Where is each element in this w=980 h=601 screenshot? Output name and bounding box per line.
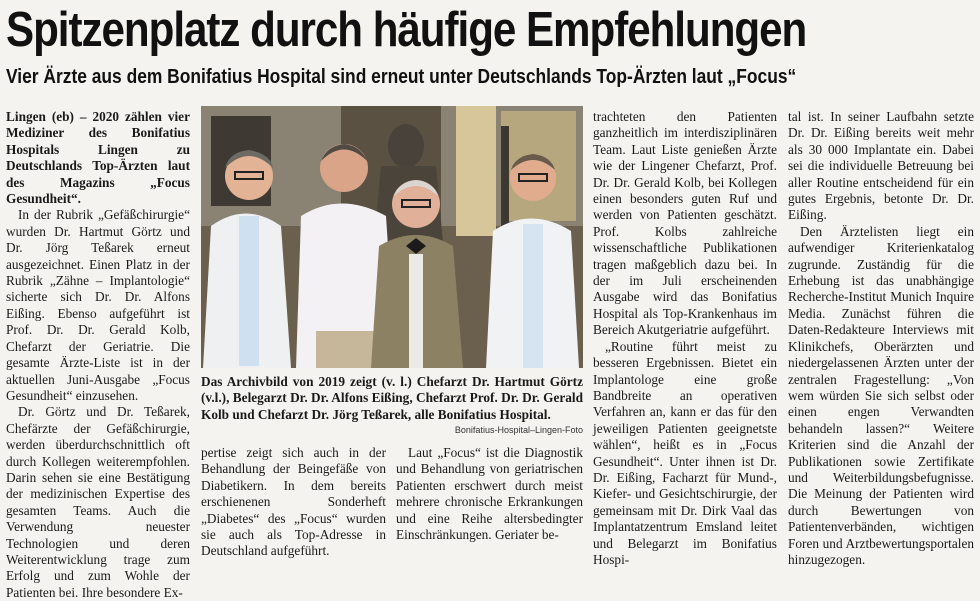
paragraph: trachteten den Patienten ganzheitlich im interdisziplinären Team. Laut Liste genießen Ärzte wie der Lingener Chefarzt, Prof. Dr. Dr. Gerald Kolb, bei Kollegen einen besonders guten Ruf und werden von Patienten geschätzt. Prof. Kolbs zahlreiche wissenschaftliche Publikationen tragen maßgeblich dazu bei. In der im Juli erscheinenden Ausgabe wird das Bonifatius Hospital als Top-Krankenhaus im Bereich Akutgeriatrie aufgeführt. <box>593 109 777 338</box>
paragraph: tal ist. In seiner Laufbahn setzte Dr. Dr. Eißing bereits weit mehr als 30 000 Implantate ein. Dabei sei die individuelle Betreuung bei aller Routine entscheidend für ein gutes Ergebnis, betonte Dr. Dr. Eißing. <box>788 109 974 223</box>
subheadline: Vier Ärzte aus dem Bonifatius Hospital sind erneut unter Deutschlands Top-Ärzten laut „Focus“ <box>6 66 797 88</box>
paragraph: „Routine führt meist zu besseren Ergebnissen. Bietet ein Implantologe eine große Bandbreite an operativen Verfahren an, kann er das für den jeweiligen Patienten geeignetste wählen“, heißt es in „Focus Gesundheit“. Unter ihnen ist Dr. Dr. Eißing, Facharzt für Mund-, Kiefer- und Gesichtschirurgie, der gemeinsam mit Dr. Dirk Vaal das Implantatzentrum Emsland leitet und Belegarzt im Bonifatius Hospi- <box>593 338 777 567</box>
column-5 <box>788 109 974 568</box>
photo-caption: Das Archivbild von 2019 zeigt (v. l.) Chefarzt Dr. Hartmut Görtz (v.l.), Belegarzt Dr. Dr. Alfons Eißing, Chefarzt Prof. Dr. Dr. Gerald Kolb und Chefarzt Dr. Jörg Teßarek, alle Bonifatius Hospital. <box>201 374 583 422</box>
column-2 <box>201 445 386 560</box>
column-3 <box>396 445 583 543</box>
article-photo <box>201 106 583 368</box>
headline: Spitzenplatz durch häufige Empfehlungen <box>6 3 807 57</box>
paragraph: pertise zeigt sich auch in der Behandlung der Beingefäße von Diabetikern. In dem bereits erschienenen Sonderheft „Diabetes“ des „Focus“ wurden sie auch als Top-Adresse in Deutschland aufgeführt. <box>201 445 386 559</box>
paragraph: Laut „Focus“ ist die Diagnostik und Behandlung von geriatrischen Patienten erschwert durch meist mehrere chronische Erkrankungen und eine Reihe altersbedingter Einschränkungen. Geriater be- <box>396 445 583 543</box>
paragraph: In der Rubrik „Gefäßchirurgie“ wurden Dr. Hartmut Görtz und Dr. Jörg Teßarek erneut ausgezeichnet. Einen Platz in der Rubrik „Zähne – Implantologie“ sicherte sich Dr. Dr. Alfons Eißing. Ebenso aufgeführt ist Prof. Dr. Dr. Gerald Kolb, Chefarzt der Geriatrie. Die gesamte Ärzte-Liste ist in der aktuellen Juni-Ausgabe „Focus Gesundheit“ einzusehen. <box>6 207 190 403</box>
column-4 <box>593 109 777 568</box>
photo-illustration <box>201 106 583 368</box>
paragraph: Den Ärztelisten liegt ein aufwendiger Kriterienkatalog zugrunde. Zuständig für die Erhebung ist das unabhängige Recherche-Institut Munich Inquire Media. Zunächst führen die Daten-Redakteure Interviews mit Klinikchefs, Oberärzten und niedergelassenen Ärzten unter der zentralen Fragestellung: „Von wem würden Sie sich selbst oder einen engen Verwandten behandeln lassen?“ Weitere Kriterien sind die Anzahl der Publikationen sowie Zertifikate und Weiterbildungsbefugnisse. Die Meinung der Patienten wird durch Bewertungen von Patientenverbänden, wichtigen Foren und Arztbewertungsportalen hinzugezogen. <box>788 223 974 567</box>
paragraph: Dr. Görtz und Dr. Teßarek, Chefärzte der Gefäßchirurgie, werden überdurchschnittlich oft durch Kollegen weiterempfohlen. Darin sehen sie eine Bestätigung der medizinischen Expertise des gesamten Teams. Auch die Verwendung neuester Technologien und deren Weiterentwicklung trage zum Erfolg und zum Wohle der Patienten bei. Ihre besondere Ex- <box>6 404 190 600</box>
column-1 <box>6 109 190 601</box>
photo-credit: Bonifatius-Hospital–Lingen-Foto <box>454 425 583 435</box>
lead-paragraph: Lingen (eb) – 2020 zählen vier Mediziner des Bonifatius Hospitals Lingen zu Deutschlands Top-Ärzten laut des Magazins „Focus Gesundheit“. <box>6 109 190 207</box>
